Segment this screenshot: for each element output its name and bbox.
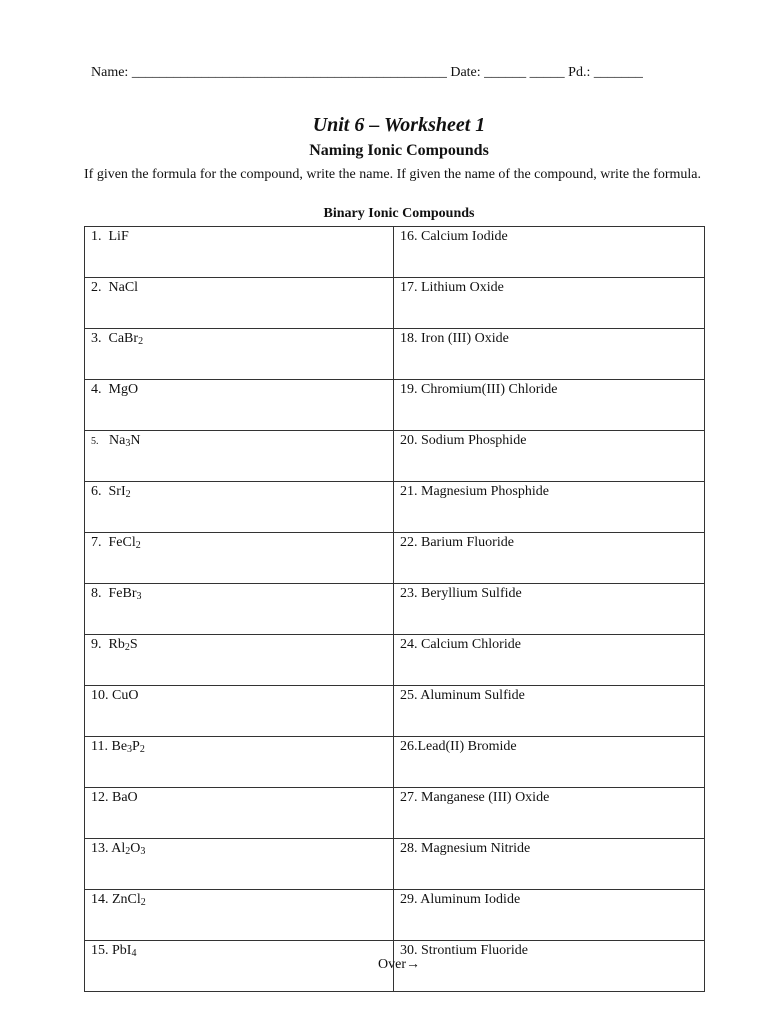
table-row (85, 329, 705, 380)
table-row (85, 686, 705, 737)
table-row (85, 380, 705, 431)
compound-name-cell (394, 584, 705, 635)
formula-text: 13. Al (91, 841, 126, 856)
formula-cell (85, 227, 394, 278)
formula-subscript: 2 (135, 540, 141, 551)
compound-name-cell (394, 227, 705, 278)
formula-subscript: 4 (131, 948, 137, 959)
formula-text: 9. Rb (91, 637, 125, 652)
formula-text: Na (98, 433, 126, 448)
compound-name-text: 23. Beryllium Sulfide (400, 586, 522, 601)
table-row (85, 584, 705, 635)
name-label: Name: (91, 65, 129, 80)
formula-text: P (132, 739, 140, 754)
formula-cell (85, 329, 394, 380)
formula-cell (85, 533, 394, 584)
worksheet-subtitle: Naming Ionic Compounds (309, 142, 489, 159)
formula-subscript: 2 (140, 897, 146, 908)
compound-name-cell (394, 482, 705, 533)
formula-cell (85, 584, 394, 635)
period-blank[interactable]: _______ (593, 65, 643, 80)
period-label: Pd.: (568, 65, 591, 80)
formula-subscript: 3 (140, 846, 146, 857)
compound-name-cell (394, 839, 705, 890)
formula-cell (85, 482, 394, 533)
compound-name-text: 16. Calcium Iodide (400, 229, 508, 244)
compound-name-cell (394, 278, 705, 329)
table-row (85, 533, 705, 584)
compound-name-cell (394, 635, 705, 686)
compound-name-text: 30. Strontium Fluoride (400, 943, 528, 958)
formula-cell (85, 686, 394, 737)
compound-name-cell (394, 686, 705, 737)
instructions: If given the formula for the compound, write the name. If given the name of the compound, write the formula. (84, 167, 701, 182)
compound-name-text: 22. Barium Fluoride (400, 535, 514, 550)
compound-name-text: 29. Aluminum Iodide (400, 892, 521, 907)
table-row (85, 227, 705, 278)
compound-name-cell (394, 329, 705, 380)
header-line (91, 65, 643, 81)
name-blank[interactable]: _____________________________________________ (131, 65, 447, 80)
formula-text: 11. Be (91, 739, 128, 754)
formula-text: 5. (91, 436, 99, 447)
formula-subscript: 2 (125, 489, 131, 500)
table-row (85, 788, 705, 839)
formula-cell (85, 890, 394, 941)
formula-cell (85, 788, 394, 839)
date-label: Date: (450, 65, 481, 80)
formula-subscript: 2 (138, 336, 144, 347)
compound-name-cell (394, 431, 705, 482)
compound-name-text: 28. Magnesium Nitride (400, 841, 531, 856)
formula-cell (85, 431, 394, 482)
table-row (85, 278, 705, 329)
table-row (85, 839, 705, 890)
formula-cell (85, 380, 394, 431)
compound-name-cell (394, 737, 705, 788)
formula-text: 3. CaBr (91, 331, 139, 346)
formula-subscript: 2 (139, 744, 145, 755)
formula-cell (85, 635, 394, 686)
formula-subscript: 3 (127, 744, 133, 755)
table-row (85, 431, 705, 482)
formula-cell (85, 278, 394, 329)
formula-text: 1. LiF (91, 229, 129, 244)
table-row (85, 482, 705, 533)
formula-text: S (129, 637, 138, 652)
formula-text: 7. FeCl (91, 535, 136, 550)
formula-cell (85, 839, 394, 890)
compound-name-cell (394, 533, 705, 584)
formula-text: 6. SrI (91, 484, 126, 499)
table-row (85, 635, 705, 686)
formula-text: 12. BaO (91, 790, 138, 805)
compound-name-text: 18. Iron (III) Oxide (400, 331, 509, 346)
compound-name-text: 26.Lead(II) Bromide (400, 739, 517, 754)
worksheet-title: Unit 6 – Worksheet 1 (312, 114, 486, 136)
compound-name-cell (394, 380, 705, 431)
formula-subscript: 2 (125, 846, 131, 857)
compound-name-text: 21. Magnesium Phosphide (400, 484, 549, 499)
formula-text: O (130, 841, 141, 856)
date-blank[interactable]: ______ _____ (484, 65, 565, 80)
formula-text: 8. FeBr (91, 586, 137, 601)
compound-name-cell (394, 788, 705, 839)
table-caption: Binary Ionic Compounds (323, 206, 475, 221)
over-footer: Over→ (378, 957, 420, 972)
formula-subscript: 3 (136, 591, 142, 602)
formula-text: 10. CuO (91, 688, 139, 703)
compound-name-text: 24. Calcium Chloride (400, 637, 521, 652)
formula-subscript: 3 (125, 438, 131, 449)
compound-name-cell (394, 890, 705, 941)
formula-text: N (130, 433, 141, 448)
compound-name-text: 20. Sodium Phosphide (400, 433, 527, 448)
compound-name-text: 25. Aluminum Sulfide (400, 688, 525, 703)
compounds-table-body (85, 227, 705, 992)
compound-name-text: 19. Chromium(III) Chloride (400, 382, 558, 397)
compound-name-text: 17. Lithium Oxide (400, 280, 504, 295)
table-row (85, 737, 705, 788)
formula-text: 15. PbI (91, 943, 132, 958)
formula-subscript: 2 (124, 642, 130, 653)
formula-text: 14. ZnCl (91, 892, 141, 907)
formula-cell (85, 737, 394, 788)
compounds-table (84, 226, 705, 992)
formula-text: 4. MgO (91, 382, 139, 397)
compound-name-text: 27. Manganese (III) Oxide (400, 790, 550, 805)
formula-text: 2. NaCl (91, 280, 139, 295)
table-row (85, 890, 705, 941)
